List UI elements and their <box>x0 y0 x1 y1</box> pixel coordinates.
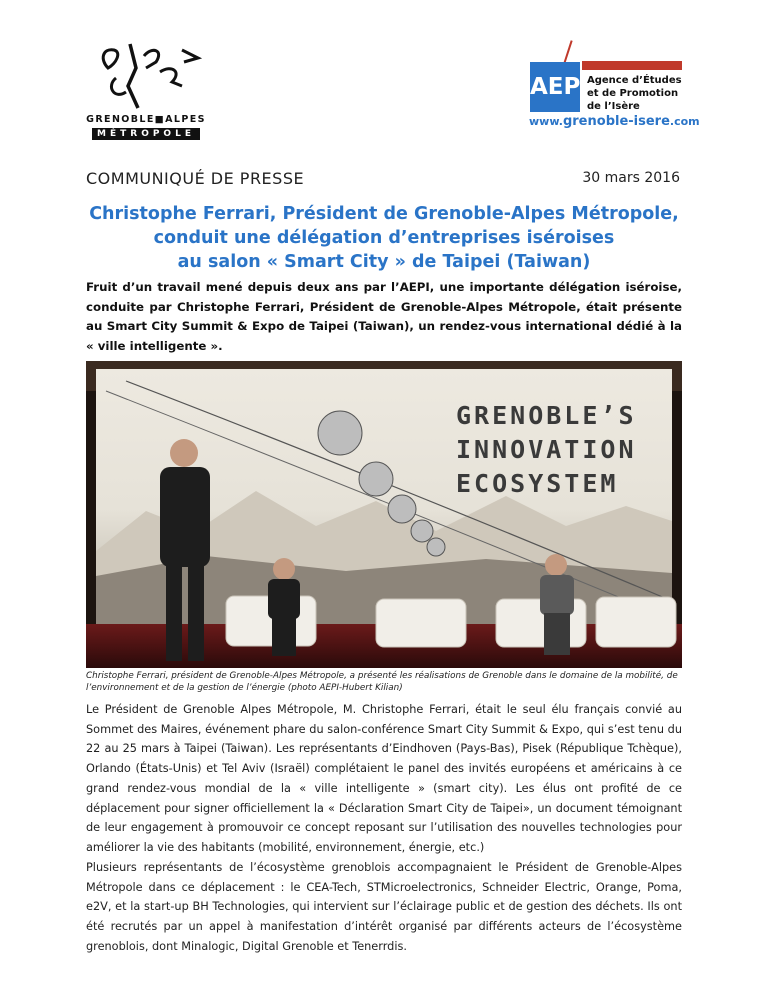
photo-caption: Christophe Ferrari, président de Grenoble-Alpes Métropole, a présenté les réalisations de Grenoble dans le domaine de la mobilité, de l’environnement et de la gestion de l’énergie (photo AEPI-Hubert Kilian) <box>86 671 678 693</box>
headline-line: Christophe Ferrari, Président de Grenoble-Alpes Métropole, <box>89 204 679 224</box>
body-paragraph: Le Président de Grenoble Alpes Métropole, M. Christophe Ferrari, était le seul élu français convié au Sommet des Maires, événement phare du salon-conférence Smart City Summit & Expo, qui s’est tenu du 22 au 25 mars à Taipei (Taiwan). Les représentants d’Eindhoven (Pays-Bas), Pisek (République Tchèque), Orlando (États-Unis) et Tel Aviv (Israël) complétaient le panel des invités européens et américains à ce grand rendez-vous mondial de la « ville intelligente » (smart city). Les élus ont profité de ce déplacement pour signer officiellement la « Déclaration Smart City de Taipei», un document témoignant de leur engagement à promouvoir ce concept reposant sur l’utilisation des nouvelles technologies pour améliorer la vie des habitants (mobilité, environnement, énergie, etc.) <box>86 703 682 854</box>
event-photo <box>86 361 682 668</box>
url-prefix: www. <box>529 115 563 128</box>
headline-line: conduit une délégation d’entreprises iséroises <box>153 228 615 248</box>
screen-headline <box>456 399 637 501</box>
headline <box>80 202 688 274</box>
logo-red-bar <box>582 61 682 70</box>
bird-logo-icon <box>86 38 206 114</box>
aepi-name-line: de l’Isère <box>587 101 640 112</box>
aepi-website-link[interactable] <box>529 114 700 129</box>
logo-wordmark-bottom: MÉTROPOLE <box>92 128 200 140</box>
logo-accent-line <box>563 40 572 63</box>
lead-paragraph: Fruit d’un travail mené depuis deux ans par l’AEPI, une importante délégation iséroise, conduite par Christophe Ferrari, Président de Grenoble-Alpes Métropole, était présente au Smart City Summit & Expo de Taipei (Taiwan), un rendez-vous international dédié à la « ville intelligente ». <box>86 280 682 353</box>
url-suffix: .com <box>669 115 700 128</box>
aepi-acronym: AEPI <box>530 62 580 112</box>
url-main: grenoble-isere <box>562 114 670 129</box>
screen-line: INNOVATION <box>456 435 637 464</box>
grenoble-alpes-metropole-logo <box>86 38 206 140</box>
aepi-name-line: et de Promotion <box>587 88 679 99</box>
headline-line: au salon « Smart City » de Taipei (Taiwan) <box>177 252 591 272</box>
aepi-logo <box>527 40 700 130</box>
screen-line: ECOSYSTEM <box>456 469 619 498</box>
screen-line: GRENOBLE’S <box>456 401 637 430</box>
aepi-name-line: Agence d’Études <box>587 75 682 86</box>
body-paragraph: Plusieurs représentants de l’écosystème grenoblois accompagnaient le Président de Grenoble-Alpes Métropole dans ce déplacement : le CEA-Tech, STMicroelectronics, Schneider Electric, Orange, Poma, e2V, et la start-up BH Technologies, qui intervient sur l’éclairage public et de gestion des déchets. Ils ont été recrutés par un appel à manifestation d’intérêt organisé par différents acteurs de l’écosystème grenoblois, dont Minalogic, Digital Grenoble et Tenerrdis. <box>86 861 682 953</box>
aepi-name <box>587 74 682 113</box>
logo-wordmark-top: GRENOBLE■ALPES <box>86 114 206 125</box>
press-release-label: COMMUNIQUÉ DE PRESSE <box>86 169 305 188</box>
release-date: 30 mars 2016 <box>582 170 680 186</box>
